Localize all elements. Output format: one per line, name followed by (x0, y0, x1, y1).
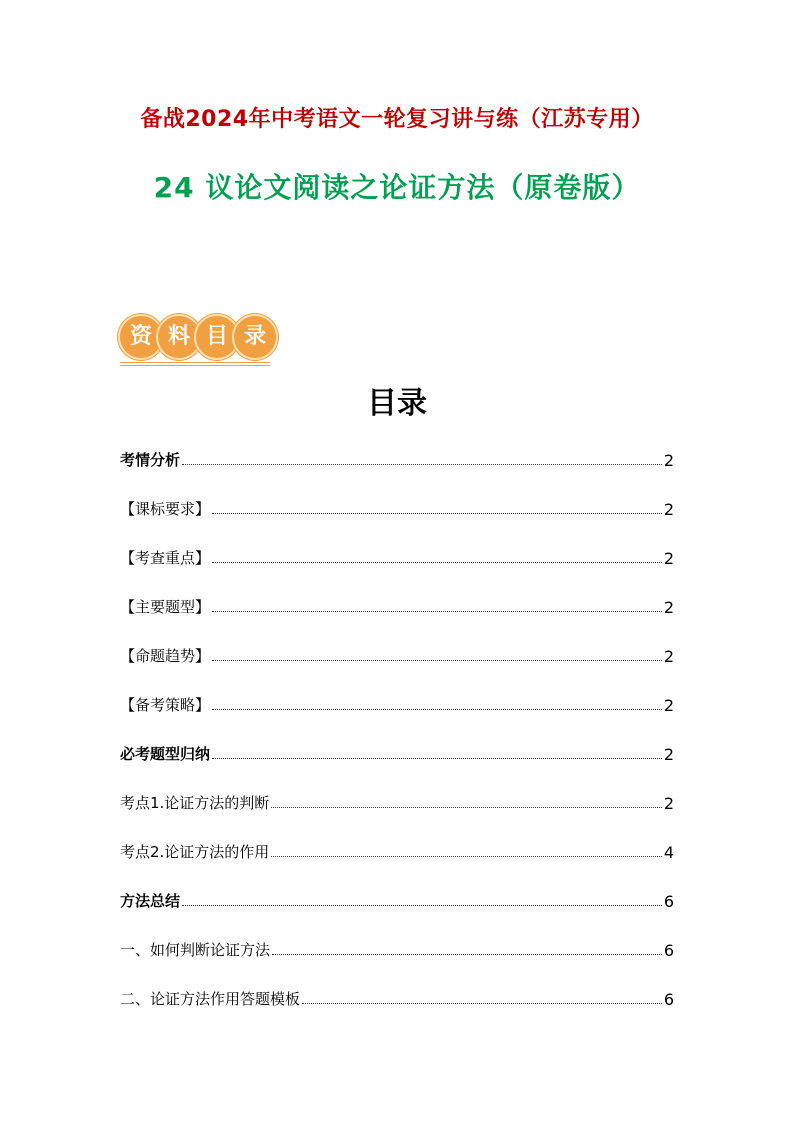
toc-entry-trends[interactable] (120, 642, 674, 666)
toc-entry-page: 2 (663, 549, 674, 568)
toc-entry-label: 考点2.论证方法的作用 (120, 843, 270, 861)
toc-entry-page: 2 (663, 451, 674, 470)
toc-entry-label: 【备考策略】 (120, 696, 211, 714)
toc-entry-curriculum-requirements[interactable] (120, 495, 674, 519)
document-title: 备战2024年中考语文一轮复习讲与练（江苏专用） (140, 107, 654, 132)
toc-entry-page: 6 (663, 941, 674, 960)
toc-entry-label: 【课标要求】 (120, 500, 211, 518)
toc-leader-dots (212, 610, 662, 612)
toc-entry-label: 【命题趋势】 (120, 647, 211, 665)
toc-leader-dots (302, 1002, 662, 1004)
toc-entry-page: 4 (663, 843, 674, 862)
badge-char-4: 录 (232, 314, 278, 360)
document-subtitle: 24 议论文阅读之论证方法（原卷版） (153, 171, 641, 204)
toc-entry-label: 一、如何判断论证方法 (120, 941, 271, 959)
toc-entry-question-types[interactable] (120, 593, 674, 617)
toc-entry-question-summary[interactable] (120, 740, 674, 764)
toc-entry-label: 【考查重点】 (120, 549, 211, 567)
badge-underline (120, 362, 270, 366)
toc-entry-page: 2 (663, 696, 674, 715)
toc-entry-page: 2 (663, 647, 674, 666)
toc-leader-dots (271, 806, 662, 808)
toc-leader-dots (212, 659, 662, 661)
toc-entry-page: 2 (663, 745, 674, 764)
toc-entry-page: 2 (663, 598, 674, 617)
badge-char-2: 料 (156, 314, 202, 360)
badge-char-1: 资 (118, 314, 164, 360)
toc-entry-how-to-judge[interactable] (120, 936, 674, 960)
materials-toc-badge (118, 314, 278, 364)
toc-entry-page: 2 (663, 794, 674, 813)
toc-entry-page: 6 (663, 892, 674, 911)
toc-leader-dots (272, 953, 662, 955)
toc-entry-label: 必考题型归纳 (120, 745, 211, 763)
toc-entry-answer-template[interactable] (120, 985, 674, 1009)
toc-leader-dots (212, 708, 662, 710)
toc-entry-label: 二、论证方法作用答题模板 (120, 990, 301, 1008)
toc-entry-key-points[interactable] (120, 544, 674, 568)
toc-entry-label: 【主要题型】 (120, 598, 211, 616)
toc-leader-dots (271, 855, 662, 857)
toc-entry-page: 6 (663, 990, 674, 1009)
toc-leader-dots (212, 757, 662, 759)
toc-entry-label: 方法总结 (120, 892, 181, 910)
toc-entry-label: 考点1.论证方法的判断 (120, 794, 270, 812)
toc-entry-page: 2 (663, 500, 674, 519)
toc-heading: 目录 (367, 386, 427, 421)
toc-entry-label: 考情分析 (120, 451, 181, 469)
toc-leader-dots (182, 463, 662, 465)
toc-entry-exam-analysis[interactable] (120, 446, 674, 470)
badge-char-3: 目 (194, 314, 240, 360)
toc-entry-point-1[interactable] (120, 789, 674, 813)
toc-leader-dots (212, 512, 662, 514)
toc-leader-dots (212, 561, 662, 563)
toc-entry-method-summary[interactable] (120, 887, 674, 911)
toc-entry-strategy[interactable] (120, 691, 674, 715)
toc-leader-dots (182, 904, 662, 906)
toc-entry-point-2[interactable] (120, 838, 674, 862)
